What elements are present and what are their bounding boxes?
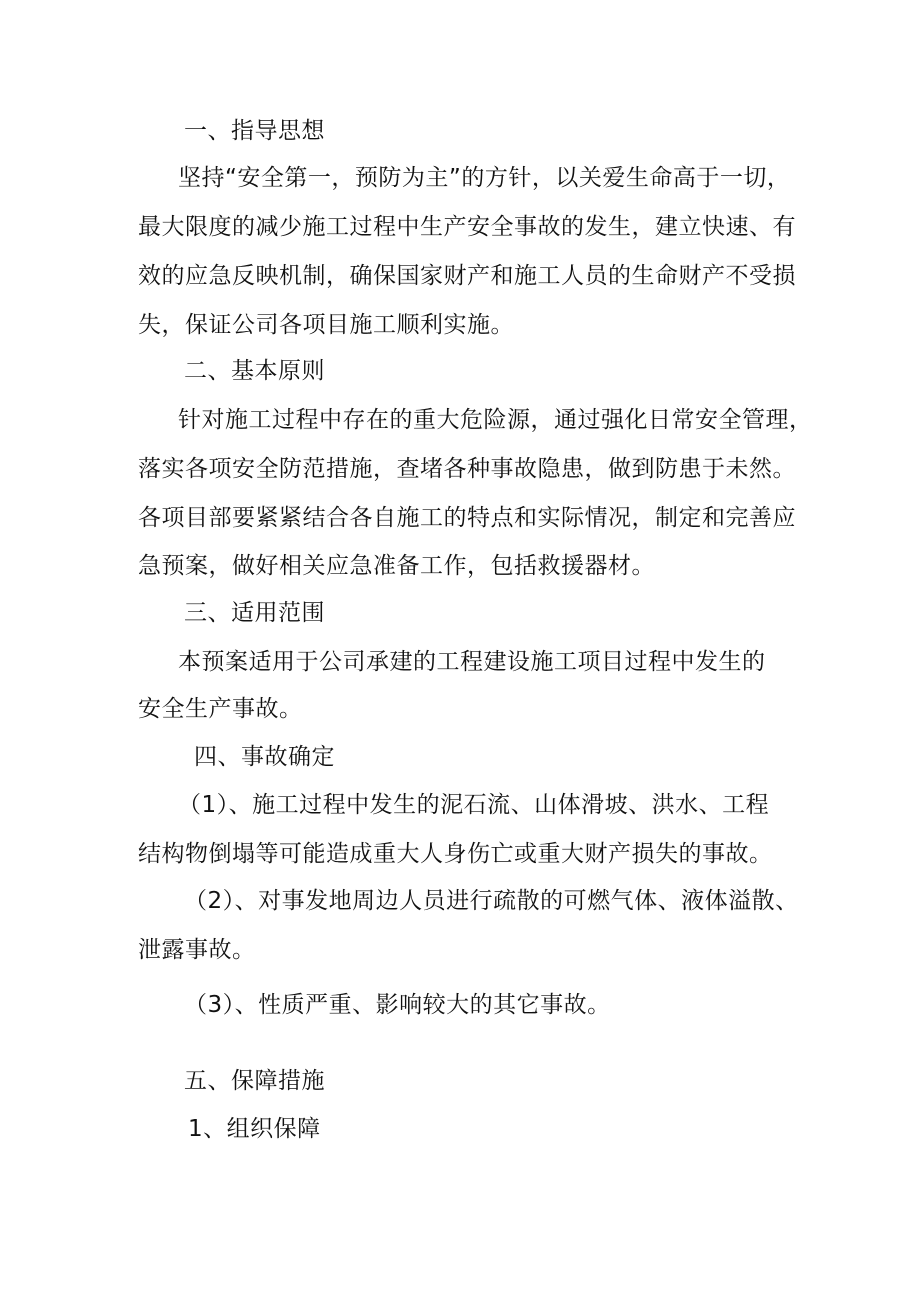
heading-accident-definition: 四、事故确定 [194, 744, 335, 770]
paragraph-line: 急预案，做好相关应急准备工作，包括救援器材。 [138, 553, 655, 579]
heading-safeguard-measures: 五、保障措施 [184, 1068, 325, 1094]
list-item-line: （1）、施工过程中发生的泥石流、山体滑坡、洪水、工程 [178, 792, 770, 818]
list-item-line: 泄露事故。 [138, 937, 256, 963]
heading-guiding-thought: 一、指导思想 [184, 118, 325, 144]
paragraph-line: 落实各项安全防范措施，查堵各种事故隐患，做到防患于未然。 [138, 456, 796, 482]
paragraph-line: 效的应急反映机制，确保国家财产和施工人员的生命财产不受损 [138, 263, 796, 289]
paragraph-line: 失，保证公司各项目施工顺利实施。 [138, 312, 514, 338]
paragraph-line: 针对施工过程中存在的重大危险源，通过强化日常安全管理， [178, 407, 813, 433]
paragraph-line: 坚持“安全第一，预防为主”的方针，以关爱生命高于一切， [178, 165, 791, 191]
paragraph-line: 本预案适用于公司承建的工程建设施工项目过程中发生的 [178, 649, 766, 675]
subheading-organization: 1、组织保障 [188, 1116, 321, 1142]
paragraph-line: 最大限度的减少施工过程中生产安全事故的发生，建立快速、有 [138, 214, 796, 240]
list-item-line: 结构物倒塌等可能造成重大人身伤亡或重大财产损失的事故。 [138, 841, 773, 867]
heading-basic-principles: 二、基本原则 [184, 358, 325, 384]
heading-scope: 三、适用范围 [184, 600, 325, 626]
paragraph-line: 安全生产事故。 [138, 696, 303, 722]
paragraph-line: 各项目部要紧紧结合各自施工的特点和实际情况，制定和完善应 [138, 505, 796, 531]
list-item-line: （2）、对事发地周边人员进行疏散的可燃气体、液体溢散、 [184, 888, 799, 914]
list-item-line: （3）、性质严重、影响较大的其它事故。 [184, 992, 611, 1018]
